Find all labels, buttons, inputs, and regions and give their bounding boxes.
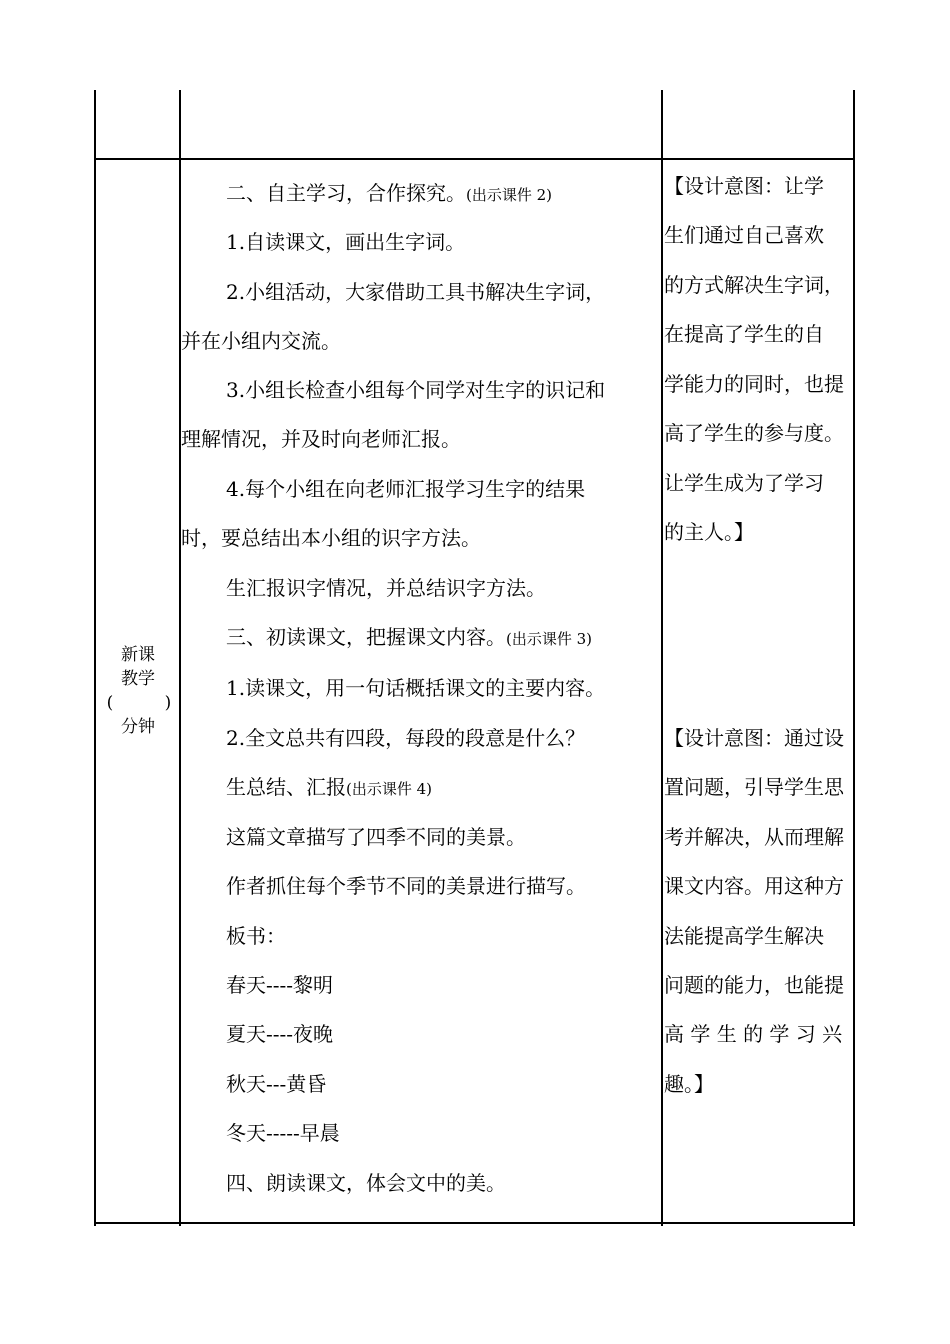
blackboard-line: 夏天----夜晚 [226,1022,334,1046]
design-note-2-line: 趣。】 [664,1072,714,1096]
content-line: 作者抓住每个季节不同的美景进行描写。 [226,874,586,898]
student-summary: 生总结、汇报 [226,775,346,799]
content-line: 并在小组内交流。 [181,329,341,353]
content-line [226,775,432,801]
slide-note: (出示课件 4) [346,780,433,798]
content-line: 板书： [226,924,286,948]
content-line: 理解情况，并及时向老师汇报。 [181,427,461,451]
design-note-1-line: 【设计意图：让学 [664,174,824,198]
table-border-right [853,90,855,1226]
content-line [226,625,592,651]
design-note-2-line: 【设计意图：通过设 [664,726,844,750]
table-border-bottom [94,1222,855,1224]
content-line: 4.每个小组在向老师汇报学习生字的结果 [226,477,586,501]
table-border-left [94,90,96,1226]
content-line: 这篇文章描写了四季不同的美景。 [226,825,526,849]
design-note-1-line: 在提高了学生的自 [664,322,824,346]
content-line [226,181,552,207]
heading-self-study: 二、自主学习，合作探究。 [226,181,466,205]
design-note-1-line: 让学生成为了学习 [664,471,824,495]
content-line: 生汇报识字情况，并总结识字方法。 [226,576,546,600]
content-line: 四、朗读课文，体会文中的美。 [226,1171,506,1195]
label-line-4: 分钟 [121,717,155,737]
content-line: 1.读课文，用一句话概括课文的主要内容。 [226,676,606,700]
design-note-1-line: 高了学生的参与度。 [664,421,844,445]
content-line: 3.小组长检查小组每个同学对生字的识记和 [226,378,606,402]
design-note-1-line: 的方式解决生字词， [664,273,844,297]
slide-note: (出示课件 3) [506,630,593,648]
heading-first-reading: 三、初读课文，把握课文内容。 [226,625,506,649]
blackboard-line: 秋天---黄昏 [226,1072,327,1096]
label-paren-right: ) [164,693,172,713]
content-line: 2.小组活动，大家借助工具书解决生字词， [226,280,606,304]
design-note-2-line: 高 学 生 的 学 习 兴 [664,1022,843,1046]
design-note-2-line: 问题的能力，也能提 [664,973,844,997]
design-note-2-line: 法能提高学生解决 [664,924,824,948]
label-line-1: 新课 [121,645,155,665]
design-note-1-line: 的主人。】 [664,520,754,544]
design-note-2-line: 考并解决，从而理解 [664,825,844,849]
label-line-2: 教学 [121,669,155,689]
blackboard-line: 冬天-----早晨 [226,1121,340,1145]
content-line: 2.全文总共有四段，每段的段意是什么？ [226,726,586,750]
content-line: 1.自读课文，画出生字词。 [226,230,466,254]
table-row-divider [94,158,855,160]
table-divider-2 [661,90,663,1226]
blackboard-line: 春天----黎明 [226,973,334,997]
slide-note: (出示课件 2) [466,186,553,204]
label-paren-left: ( [106,693,114,713]
table-divider-1 [179,90,181,1226]
design-note-1-line: 生们通过自己喜欢 [664,223,824,247]
design-note-2-line: 置问题，引导学生思 [664,775,844,799]
content-line: 时，要总结出本小组的识字方法。 [181,526,481,550]
design-note-2-line: 课文内容。用这种方 [664,874,844,898]
design-note-1-line: 学能力的同时，也提 [664,372,844,396]
